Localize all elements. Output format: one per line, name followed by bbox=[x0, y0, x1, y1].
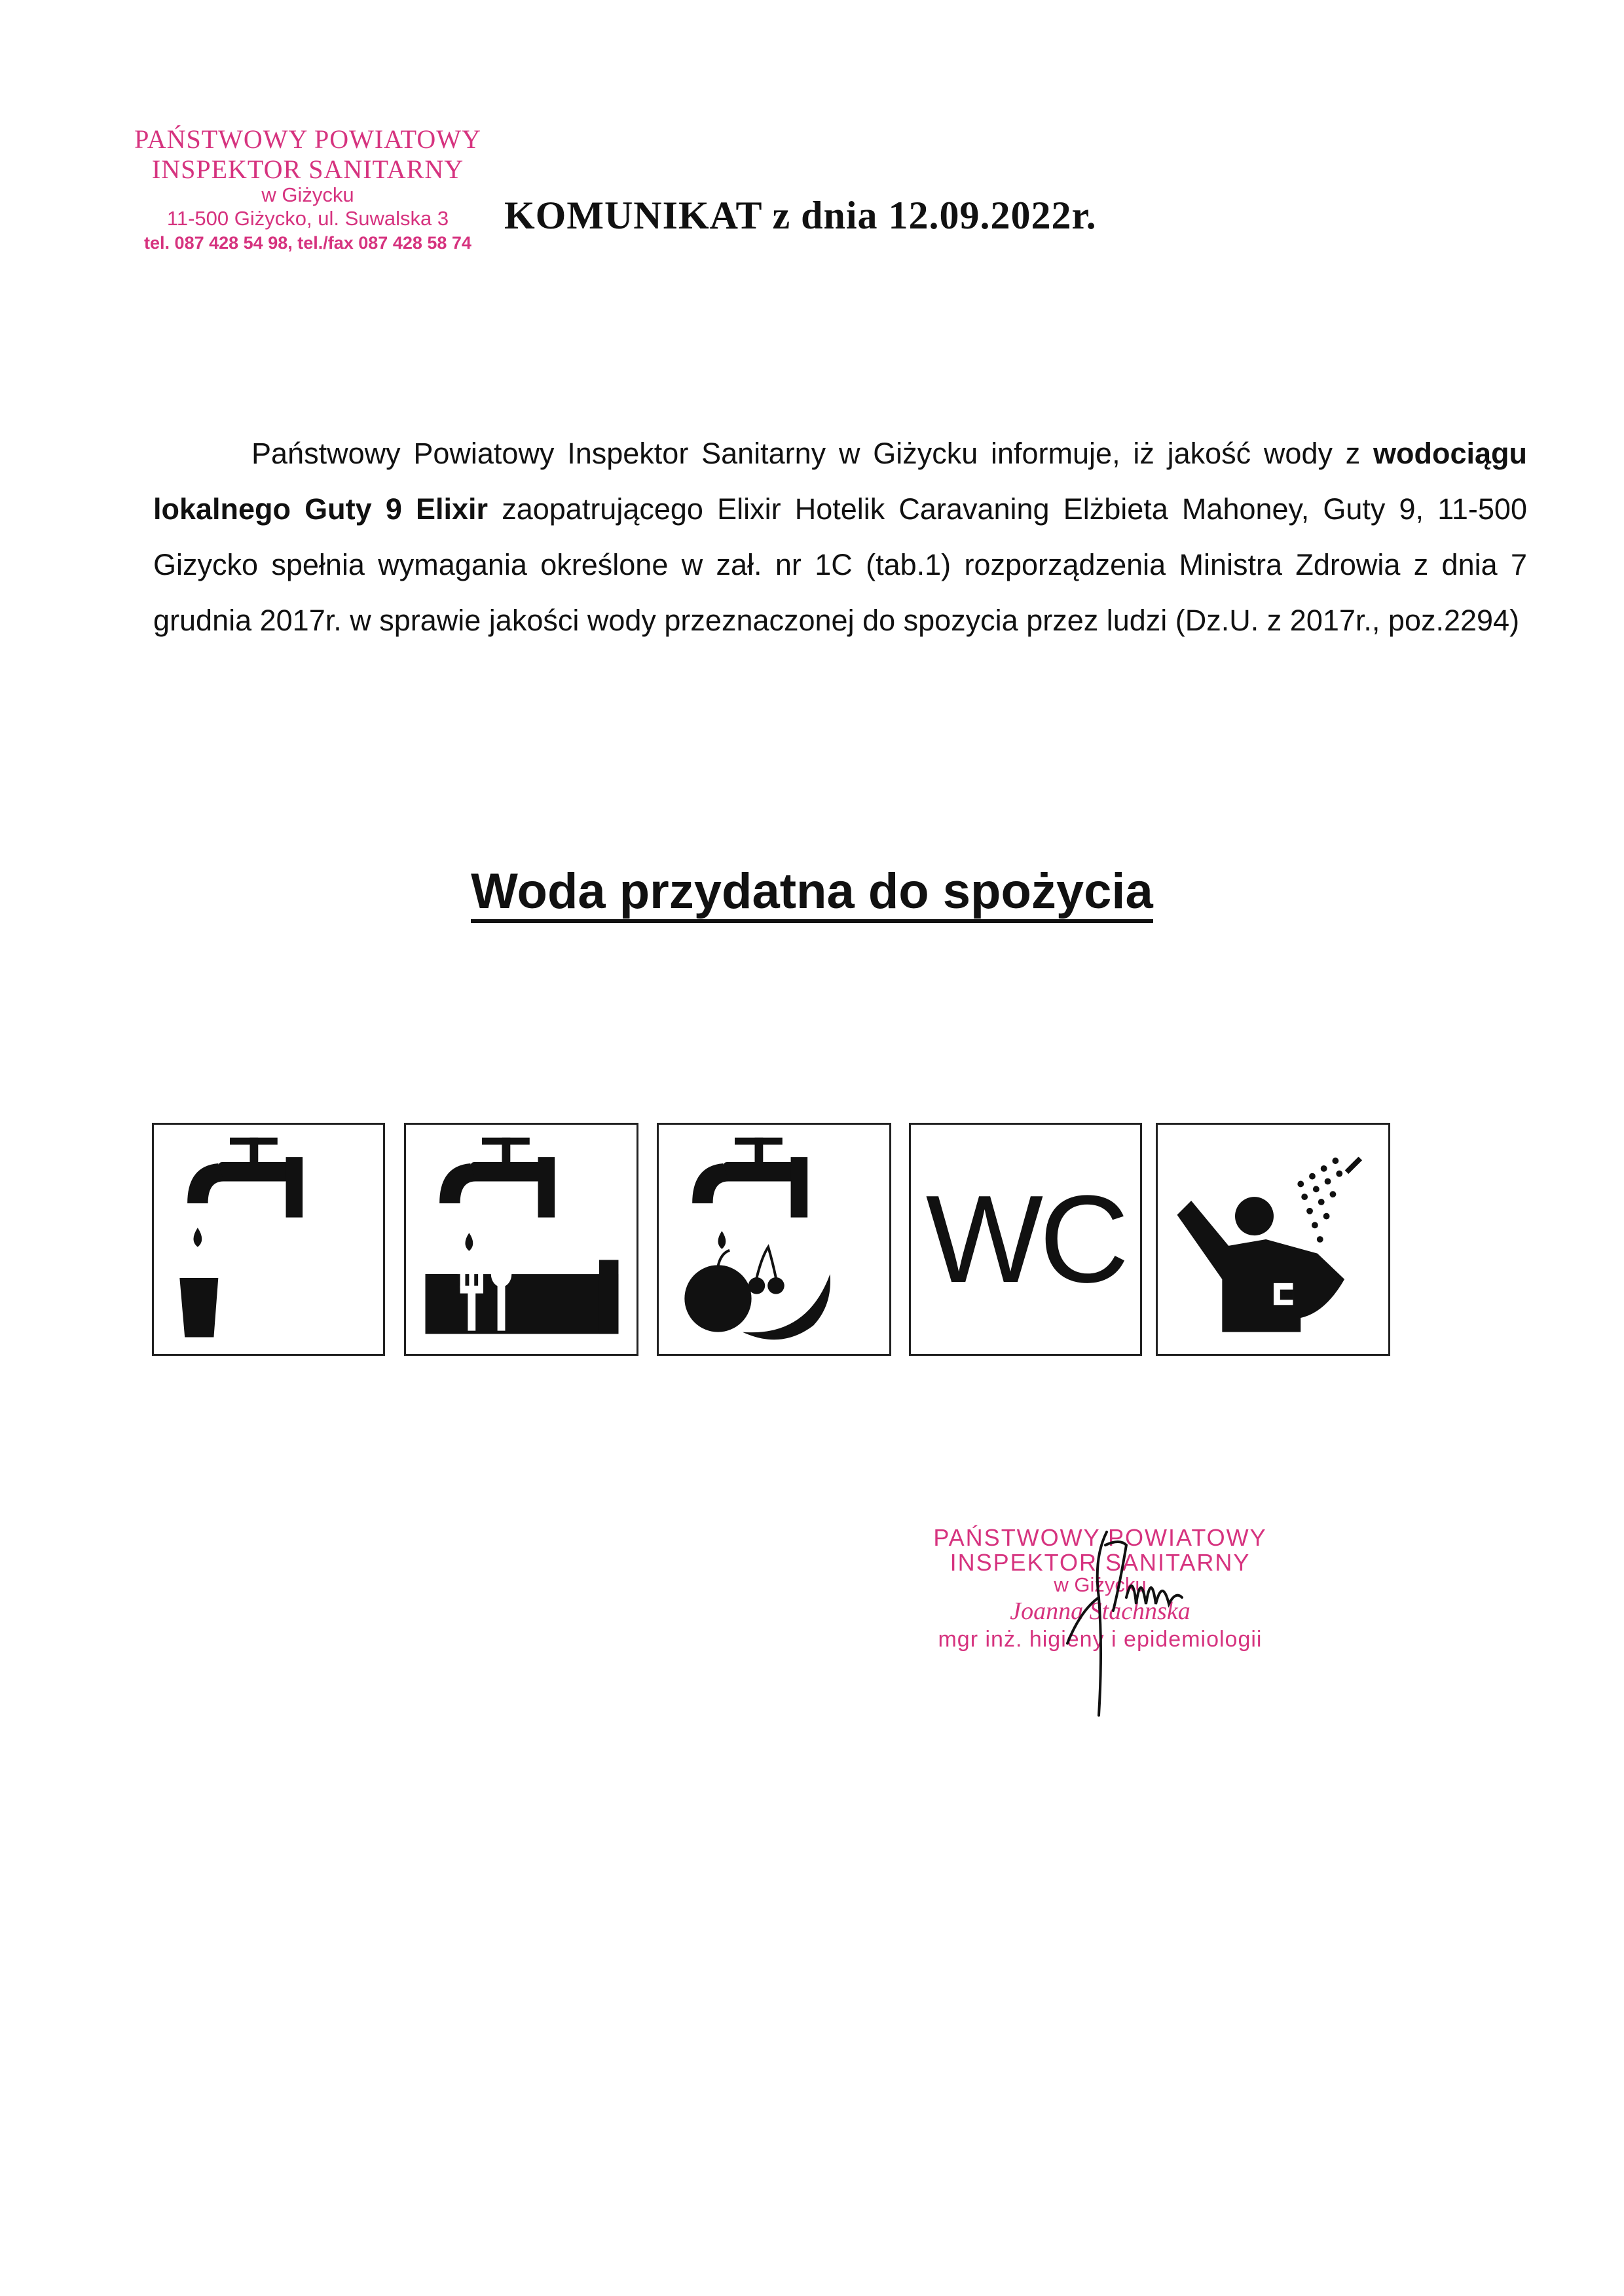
announcement-body bbox=[153, 426, 1527, 648]
stamp-line-2: INSPEKTOR SANITARNY bbox=[151, 155, 464, 184]
document-title: KOMUNIKAT z dnia 12.09.2022r. bbox=[504, 194, 1097, 237]
handwritten-signature bbox=[1022, 1519, 1257, 1728]
stamp-bottom-line-3: w Giżycku bbox=[1054, 1573, 1147, 1596]
stamp-bottom-line-1: PAŃSTWOWY POWIATOWY bbox=[933, 1524, 1267, 1551]
drinking-water-icon bbox=[152, 1123, 385, 1356]
shower-icon bbox=[1156, 1123, 1390, 1356]
issuer-stamp bbox=[105, 124, 511, 254]
body-text-bold: wodociągu lokalnego Guty 9 Elixir bbox=[153, 437, 1527, 526]
body-text-part-1: Państwowy Powiatowy Inspektor Sanitarny w Giżycku informuje, iż jakość wody z bbox=[251, 437, 1373, 470]
stamp-address: 11-500 Giżycko, ul. Suwalska 3 bbox=[166, 207, 449, 230]
announcement-paragraph bbox=[153, 426, 1527, 648]
stamp-bottom-line-2: INSPEKTOR SANITARNY bbox=[950, 1549, 1251, 1576]
verdict-text: Woda przydatna do spożycia bbox=[471, 864, 1153, 923]
dishwashing-water-icon bbox=[404, 1123, 638, 1356]
food-washing-water-icon bbox=[657, 1123, 891, 1356]
wc-icon bbox=[909, 1123, 1142, 1356]
stamp-line-1: PAŃSTWOWY POWIATOWY bbox=[134, 124, 481, 154]
stamp-phone: tel. 087 428 54 98, tel./fax 087 428 58 74 bbox=[144, 233, 471, 253]
stamp-bottom-name: Joanna Stachnska bbox=[1010, 1597, 1190, 1625]
stamp-line-3: w Giżycku bbox=[261, 183, 354, 206]
wc-label: WC bbox=[925, 1170, 1126, 1309]
verdict-headline bbox=[0, 863, 1624, 920]
stamp-bottom-title: mgr inż. higieny i epidemiologii bbox=[938, 1627, 1263, 1652]
body-text-part-2: zaopatrującego Elixir Hotelik Caravaning Elżbieta Mahoney, Guty 9, 11-500 Gizycko spełnia wymagania określone w zał. nr 1C (tab.1) rozporządzenia Ministra Zdrowia z dnia 7 grudnia 2017r. w sprawie jakości wody przeznaczonej do spozycia przez ludzi (Dz.U. z 2017r., poz.2294) bbox=[153, 492, 1527, 637]
